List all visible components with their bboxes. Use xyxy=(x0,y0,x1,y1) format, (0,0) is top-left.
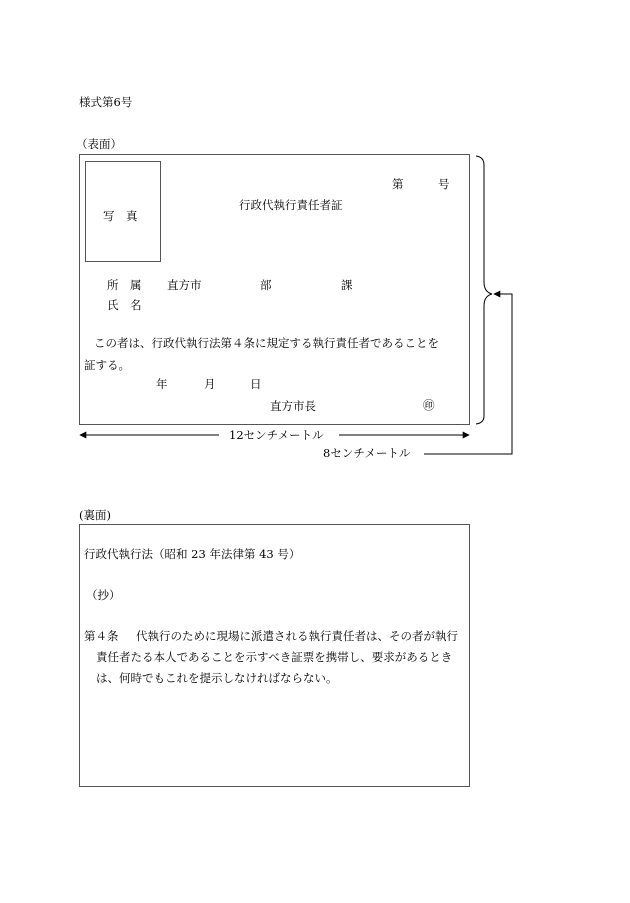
day-label: 日 xyxy=(250,377,262,391)
article-text-line-2: 責任者たる本人であることを示すべき証票を携帯し、要求があるとき xyxy=(96,650,453,664)
certification-line-1: この者は、行政代執行法第４条に規定する執行責任者であることを xyxy=(94,336,439,350)
number-label: 第 xyxy=(392,177,404,191)
law-title: 行政代執行法（昭和 23 年法律第 43 号） xyxy=(84,547,301,561)
department-label: 部 xyxy=(260,278,272,292)
issuer: 直方市長 xyxy=(270,399,316,413)
affiliation-city: 直方市 xyxy=(167,278,202,292)
card-title: 行政代執行責任者証 xyxy=(239,198,343,212)
back-section-label: (裏面) xyxy=(79,508,111,522)
height-brace xyxy=(476,156,492,424)
front-section-label: （表面） xyxy=(76,137,122,151)
height-label: 8センチメートル xyxy=(323,446,411,460)
form-number: 様式第6号 xyxy=(79,95,133,109)
photo-label: 写 真 xyxy=(103,209,138,223)
width-label: 12センチメートル xyxy=(229,428,324,442)
section-unit-label: 課 xyxy=(341,278,353,292)
seal-mark: ㊞ xyxy=(423,398,435,412)
article-text-line-1: 代執行のために現場に派遣される執行責任者は、その者が執行 xyxy=(136,629,458,643)
name-label: 氏 名 xyxy=(107,298,142,312)
article-text-line-3: は、何時でもこれを提示しなければならない。 xyxy=(96,671,338,685)
article-number: 第４条 xyxy=(84,629,119,643)
affiliation-label: 所 属 xyxy=(107,278,142,292)
excerpt-label: （抄） xyxy=(86,588,121,602)
number-suffix: 号 xyxy=(438,177,450,191)
height-arrow xyxy=(424,294,512,454)
month-label: 月 xyxy=(204,377,216,391)
year-label: 年 xyxy=(156,377,168,391)
certification-line-2: 証する。 xyxy=(84,358,130,372)
back-card xyxy=(79,524,470,787)
